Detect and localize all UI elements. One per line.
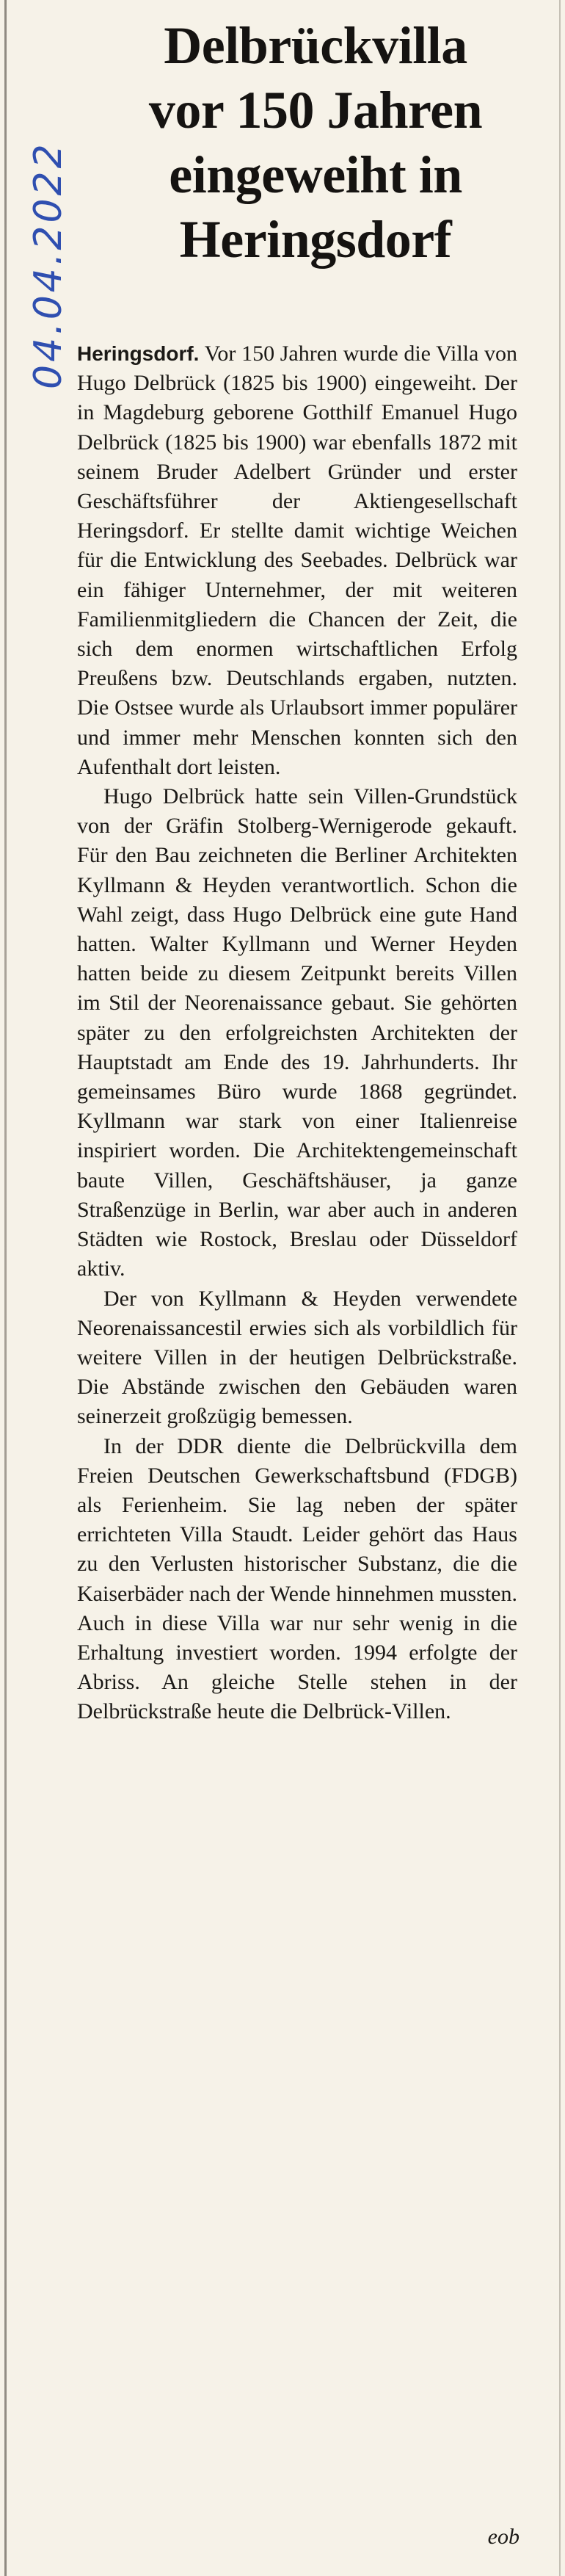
- dateline: Heringsdorf.: [77, 342, 200, 365]
- handwritten-date-stamp: 04.04.2022: [26, 141, 70, 389]
- headline: [88, 13, 543, 272]
- paragraph-1-text: Vor 150 Jahren wurde die Villa von Hugo Delbrück (1825 bis 1900) eingeweiht. Der in Magdeburg geborene Gotthilf Emanuel Hugo Delbrück (1825 bis 1900) war ebenfalls 1872 mit seinem Bruder Adelbert Gründer und erster Geschäftsführer der Aktiengesellschaft Heringsdorf. Er stellte damit wichtige Weichen für die Entwicklung des Seebades. Delbrück war ein fähiger Unternehmer, der mit weiteren Familienmitgliedern die Chancen der Zeit, die sich dem enormen wirtschaftlichen Erfolg Preußens bzw. Deutschlands ergaben, nutzten. Die Ostsee wurde als Urlaubsort immer populärer und immer mehr Menschen konnten sich den Aufenthalt dort leisten.: [77, 341, 517, 779]
- paragraph-2: Hugo Delbrück hatte sein Villen-Grundstück von der Gräfin Stolberg-Wernigerode gekauft. Für den Bau zeichneten die Berliner Architekten Kyllmann & Heyden verantwortlich. Schon die Wahl zeigt, dass Hugo Delbrück eine gute Hand hatten. Walter Kyllmann und Werner Heyden hatten beide zu diesem Zeitpunkt bereits Villen im Stil der Neorenaissance gebaut. Sie gehörten später zu den erfolgreichsten Architekten der Hauptstadt am Ende des 19. Jahrhunderts. Ihr gemeinsames Büro wurde 1868 gegründet. Kyllmann war stark von einer Italienreise inspiriert worden. Die Architektengemeinschaft baute Villen, Geschäftshäuser, ja ganze Straßenzüge in Berlin, war aber auch in anderen Städten wie Rostock, Breslau oder Düsseldorf aktiv.: [77, 784, 517, 1281]
- paragraph-4: In der DDR diente die Delbrückvilla dem Freien Deutschen Gewerkschaftsbund (FDGB) als Ferienheim. Sie lag neben der später errichteten Villa Staudt. Leider gehört das Haus zu den Verlusten historischer Substanz, die die Kaiserbäder nach der Wende hinnehmen mussten. Auch in diese Villa war nur sehr wenig in die Erhaltung investiert worden. 1994 erfolgte der Abriss. An gleiche Stelle stehen in der Delbrückstraße heute die Delbrück-Villen.: [77, 1433, 517, 1724]
- paragraph-3: Der von Kyllmann & Heyden verwendete Neorenaissancestil erwies sich als vorbildlich für weitere Villen in der heutigen Delbrückstraße. Die Abstände zwischen den Gebäuden waren seinerzeit großzügig bemessen.: [77, 1286, 517, 1429]
- article-body: [77, 339, 517, 1727]
- headline-line-2: vor 150 Jahren: [148, 81, 483, 140]
- headline-line-1: Delbrückvilla: [164, 16, 467, 75]
- scan-edge-right: [559, 0, 561, 2576]
- scan-edge-left: [4, 0, 7, 2576]
- headline-line-3: eingeweiht in: [169, 145, 462, 204]
- headline-line-4: Heringsdorf: [179, 210, 452, 269]
- author-byline: eob: [487, 2525, 520, 2549]
- paragraph-1: [77, 339, 517, 782]
